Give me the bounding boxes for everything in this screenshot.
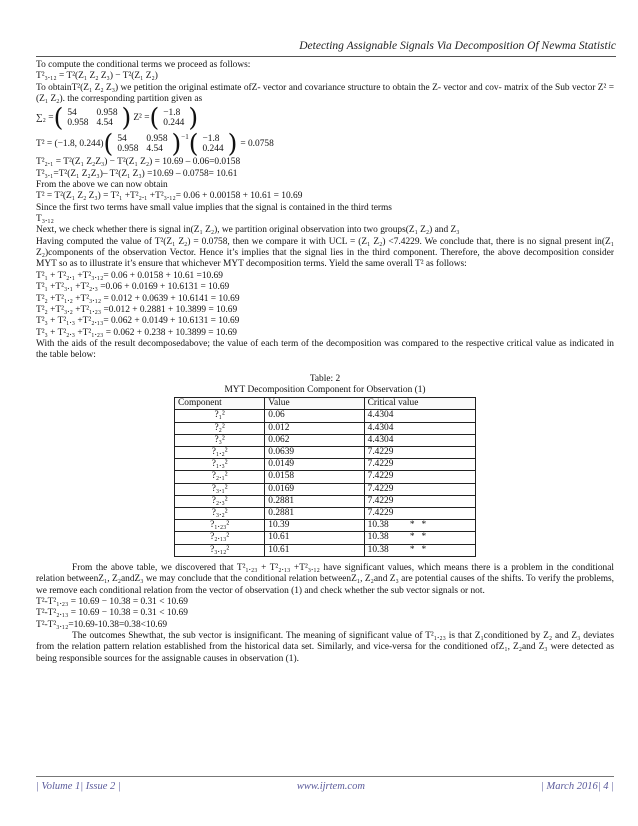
paragraph: From the above table, we discovered that T²₁.₂₃ + T²₂.₁₃ +T²₃.₁₂ have significant values, which means there is a problem in the conditional relation betweenZ₁, Z₂andZ₃ we may conclude that the conditional relation betweenZ₁, Z₂and Z₃ are potential causes of the shifts. To verify the problems, we remove each conditional relation from the vector of observation (1) and check whether the sub vector signals or not. [36,562,614,596]
table-cell-component: ?₃.₁² [175,483,265,495]
table-cell-component: ?₁.₂₃² [175,520,265,532]
equation: T²₁ + T²₂.₁ +T²₃.₁₂= 0.06 + 0.0158 + 10.61 =10.69 [36,270,223,281]
equation: T²₁ +T²₃.₁ +T²₂.₃ =0.06 + 0.0169 + 10.6131 = 10.69 [36,282,230,293]
table-caption: MYT Decomposition Component for Observation (1) [224,384,426,395]
matrix-cell: 0.958 [96,107,118,118]
table-cell-component: ?₃² [175,434,265,446]
table-row [175,410,476,422]
equation: T²₃.₁₂ = T²(Z₁ Z₂ Z₃) − T²(Z₁ Z₂) [36,71,158,82]
left-paren: ( [188,129,199,159]
table-cell-value: 0.0169 [265,483,364,495]
equation: T²₂ +T²₁.₂ +T²₃.₁₂ = 0.012 + 0.0639 + 10.6141 = 10.69 [36,293,240,304]
paragraph: Since the first two terms have small value implies that the signal is contained in the third terms [36,202,392,213]
matrix-cell: 54 [117,133,127,144]
left-paren: ( [149,103,160,133]
footer-volume: | Volume 1| Issue 2 | [36,781,121,792]
table-cell-component: ?₁.₃² [175,459,265,471]
table-row [175,520,476,532]
paragraph: Having computed the value of T²(Z₁ Z₂) = 0.0758, then we compare it with UCL = (Z₁ Z₂) <7.4229. We conclude that, there is no signal present in(Z₁ Z₂)components of the observation Vector. Hence it’s implies that the signal lies in the third component. Therefore, the above decomposition consider MYT so as to illustrate it’s ensure that whichever MYT decomposition terms. Yield the same overall T² as follows: [36,236,614,270]
left-paren: ( [53,103,64,133]
table-row [175,459,476,471]
table-body [175,410,476,556]
table-cell-value: 10.39 [265,520,364,532]
equation: T₃.₁₂ [36,214,54,225]
equation-result: = 0.0758 [240,138,274,149]
equation: T²-T²₂.₁₃ = 10.69 − 10.38 = 0.31 < 10.69 [36,608,188,619]
equation: T²₃.₁=T²(Z₁ Z₂Z₃)– T²(Z₁ Z₃) =10.69 – 0.0758= 10.61 [36,168,238,179]
header-divider [36,56,616,57]
equation: T² = T²(Z₁ Z₂ Z₃) = T²₁ +T²₂.₁ +T²₃.₁₂= 0.06 + 0.00158 + 10.61 = 10.69 [36,191,303,202]
table-cell-critical: 7.4229 [364,495,475,507]
right-paren: ) [188,103,199,133]
footer-website-link[interactable]: www.ijrtem.com [296,781,365,792]
matrix-lead: T² = (−1.8, 0.244) [36,138,104,149]
table-cell-value: 0.06 [265,410,364,422]
matrix-cell: 4.54 [146,144,163,155]
table-cell-component: ?₁.₂² [175,447,265,459]
equation: T²₂.₁ = T²(Z₁ Z₂Z₃) − T²(Z₁ Z₂) = 10.69 – 0.06=0.0158 [36,157,241,168]
covariance-matrix-equation [36,105,614,131]
table-row [175,471,476,483]
table-cell-value: 0.2881 [265,495,364,507]
matrix [113,134,171,155]
table-cell-component: ?₂.₁₃² [175,532,265,544]
table-cell-value: 10.61 [265,544,364,556]
paragraph: Next, we check whether there is signal in(Z₁ Z₂), we partition original observation into two groups(Z₁ Z₂) and Z₃ [36,225,460,236]
right-paren: ) [121,103,132,133]
left-paren: ( [103,129,114,159]
table-cell-critical: 10.38 * * [364,544,475,556]
running-header: Detecting Assignable Signals Via Decomposition Of Newma Statistic [299,40,616,52]
matrix-cell: 0.958 [117,144,139,155]
vector-cell: −1.8 [202,133,220,144]
table-cell-component: ?₂² [175,422,265,434]
vector [198,134,227,155]
equation: T²-T²₁.₂₃ = 10.69 − 10.38 = 0.31 < 10.69 [36,596,188,607]
table-cell-critical: 7.4229 [364,471,475,483]
matrix-cell: 54 [67,107,77,118]
page-body [36,60,614,665]
table-cell-value: 0.0639 [265,447,364,459]
column-header: Component [175,398,265,410]
table-cell-critical: 7.4229 [364,459,475,471]
vector-lead: Z² = [133,112,150,123]
footer-date-page: | March 2016| 4 | [540,781,614,792]
table-cell-critical: 7.4229 [364,447,475,459]
matrix-cell: 4.54 [96,118,113,129]
table-row [175,434,476,446]
table-cell-critical: 4.4304 [364,410,475,422]
vector-cell: 0.244 [163,118,185,129]
table-cell-critical: 10.38 * * [364,520,475,532]
page-footer [36,776,614,792]
table-row [175,532,476,544]
paragraph: To obtainT²(Z₁ Z₂ Z₃) we petition the original estimate ofZ- vector and covariance structure to obtain the Z- vector and cov- matrix of the Sub vector Z² = (Z₁ Z₂). the corresponding partition given as [36,82,614,105]
myt-decomposition-table [174,397,476,557]
equation: T²₃ + T²₂.₃ +T²₁.₂₃ = 0.062 + 0.238 + 10.3899 = 10.69 [36,327,237,338]
table-cell-component: ?₁² [175,410,265,422]
table-row [175,422,476,434]
table-row [175,483,476,495]
table-cell-critical: 7.4229 [364,508,475,520]
matrix-cell: 0.958 [67,118,89,129]
t-squared-matrix-equation [36,131,614,157]
table-cell-critical: 7.4229 [364,483,475,495]
column-header: Critical value [364,398,475,410]
right-paren: ) [227,129,238,159]
equation: T²₂ +T²₃.₂ +T²₁.₂₃ =0.012 + 0.2881 + 10.3899 = 10.69 [36,304,238,315]
right-paren: ) [171,129,182,159]
table-cell-critical: 4.4304 [364,422,475,434]
paragraph: To compute the conditional terms we proceed as follows: [36,60,251,70]
table-cell-value: 0.0158 [265,471,364,483]
table-cell-component: ?₃.₁₂² [175,544,265,556]
table-cell-value: 0.0149 [265,459,364,471]
paragraph: With the aids of the result decomposedabove; the value of each term of the decomposition was compared to the respective critical value as indicated in the table below: [36,338,614,361]
table-cell-component: ?₂.₁² [175,471,265,483]
table-row [175,495,476,507]
table-row [175,544,476,556]
vector-cell: −1.8 [163,107,181,118]
table-row [175,508,476,520]
table-cell-value: 0.012 [265,422,364,434]
column-header: Value [265,398,364,410]
table-cell-value: 10.61 [265,532,364,544]
table-label: Table: 2 [309,373,341,384]
table-cell-value: 0.062 [265,434,364,446]
paragraph: From the above we can now obtain [36,180,168,191]
matrix-cell: 0.958 [146,133,168,144]
vector-cell: 0.244 [202,144,224,155]
table-cell-component: ?₂.₃² [175,495,265,507]
table-cell-component: ?₃.₂² [175,508,265,520]
paragraph: The outcomes Shewthat, the sub vector is insignificant. The meaning of significant value of T²₁.₂₃ is that Z₁conditioned by Z₂ and Z₃ deviates from the relation pattern relation established from the historical data set. Similarly, and vice-versa for the conditioned ofZ₁, Z₂and Z₃ were detected as being responsible sources for the assignable causes in observation (1). [36,630,614,664]
table-cell-value: 0.2881 [265,508,364,520]
table-cell-critical: 4.4304 [364,434,475,446]
table-cell-critical: 10.38 * * [364,532,475,544]
table-row [175,447,476,459]
equation: T²-T²₃.₁₂=10.69-10.38=0.38<10.69 [36,619,168,630]
inverse-exponent: −1 [181,133,189,142]
matrix [63,108,121,129]
vector [159,108,188,129]
matrix-lead: ∑₂ = [36,112,54,123]
equation: T²₃ + T²₁.₃ +T²₂.₁₃= 0.062 + 0.0149 + 10.6131 = 10.69 [36,316,240,327]
